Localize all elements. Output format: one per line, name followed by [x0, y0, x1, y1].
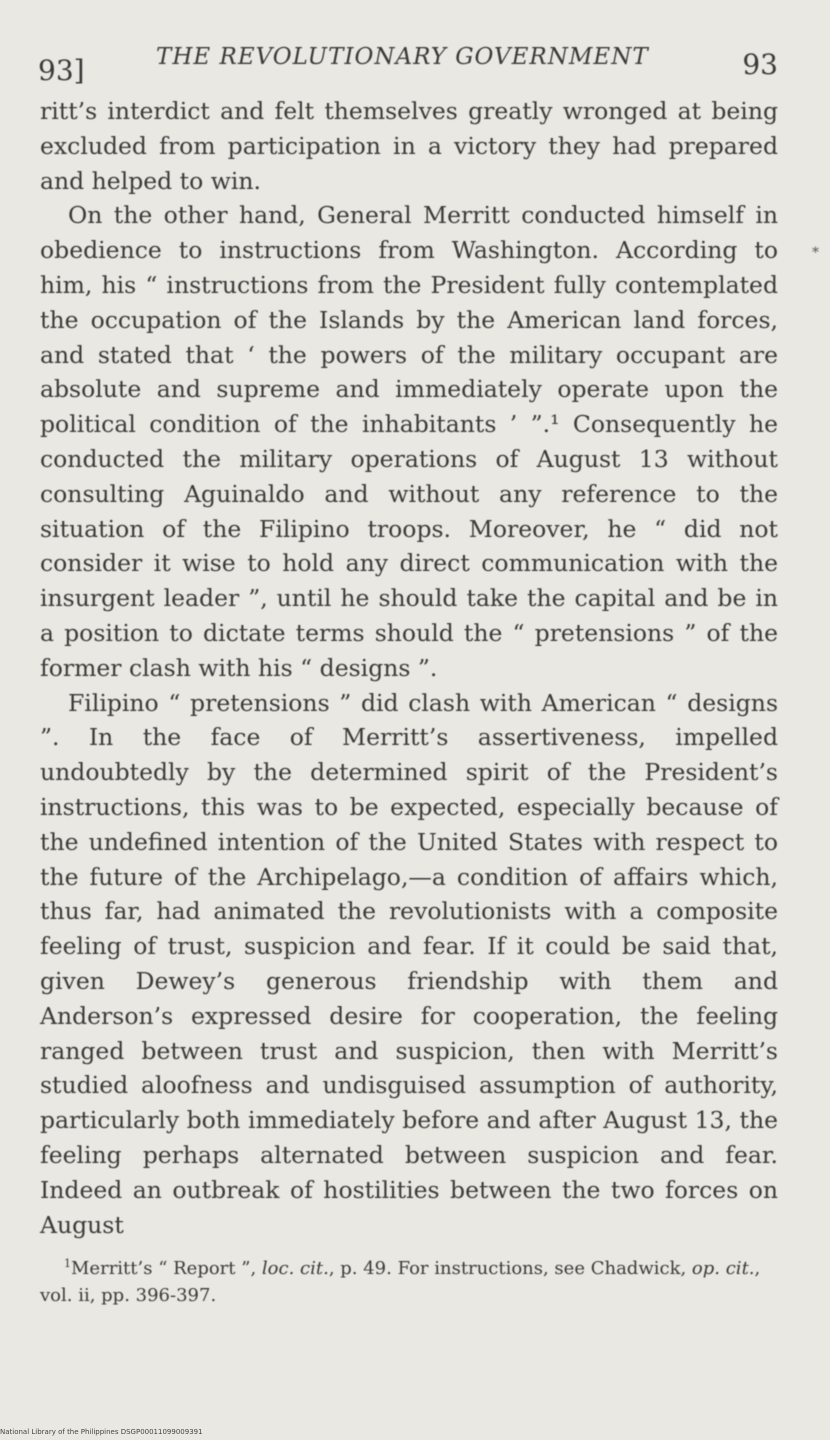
- left-page-number: 93]: [38, 54, 85, 87]
- right-page-number: 93: [742, 48, 778, 81]
- running-header: [38, 40, 778, 87]
- paragraph-continuation: ritt’s interdict and felt themselves greatly wronged at being excluded from participation in a victory they had prepared and helped to win.: [40, 97, 778, 195]
- paragraph-filipino-pretensions: Filipino “ pretensions ” did clash with American “ designs ”. In the face of Merritt’s assertiveness, impelled undoubtedly by the determined spirit of the President’s instructions, this was to be expected, especially because of the undefined intention of the United States with respect to the future of the Archipelago,—a condition of affairs which, thus far, had animated the revolutionists with a composite feeling of trust, suspicion and fear. If it could be said that, given Dewey’s generous friendship with them and Anderson’s expressed desire for cooperation, the feeling ranged between trust and suspicion, then with Merritt’s studied aloofness and undisguised assumption of authority, particularly both immediately before and after August 13, the feeling perhaps alternated between suspicion and fear. Indeed an outbreak of hostilities between the two forces on August: [40, 688, 778, 1239]
- paragraph-merritt-instructions: On the other hand, General Merritt conducted himself in obedience to instructions from Washington. According to him, his “ instructions from the President fully contemplated the occupation of the Islands by the American land forces, and stated that ‘ the powers of the military occupant are absolute and supreme and immediately operate upon the political condition of the inhabitants ’ ”.¹ Consequently he conducted the military operations of August 13 without consulting Aguinaldo and without any reference to the situation of the Filipino troops. Moreover, he “ did not consider it wise to hold any direct communication with the insurgent leader ”, until he should take the capital and be in a position to dictate terms should the “ pretensions ” of the former clash with his “ designs ”.: [40, 201, 778, 682]
- footnote-op-cit: op. cit.: [691, 1258, 755, 1279]
- footnote-marker: 1: [64, 1257, 71, 1270]
- footnote-text-a: Merritt’s “ Report ”,: [71, 1258, 262, 1279]
- body-text: [40, 94, 778, 1242]
- scan-credit: National Library of the Philippines DSGP00011099009391: [0, 1428, 203, 1436]
- footnote-text-b: , p. 49. For instructions, see Chadwick,: [328, 1258, 692, 1279]
- footnote-text-c: , vol. ii, pp. 396-397.: [40, 1258, 761, 1306]
- running-title: THE REVOLUTIONARY GOVERNMENT: [156, 44, 649, 70]
- footnote-loc-cit: loc. cit.: [261, 1258, 329, 1279]
- margin-mark: *: [812, 245, 819, 261]
- footnote: [40, 1255, 780, 1309]
